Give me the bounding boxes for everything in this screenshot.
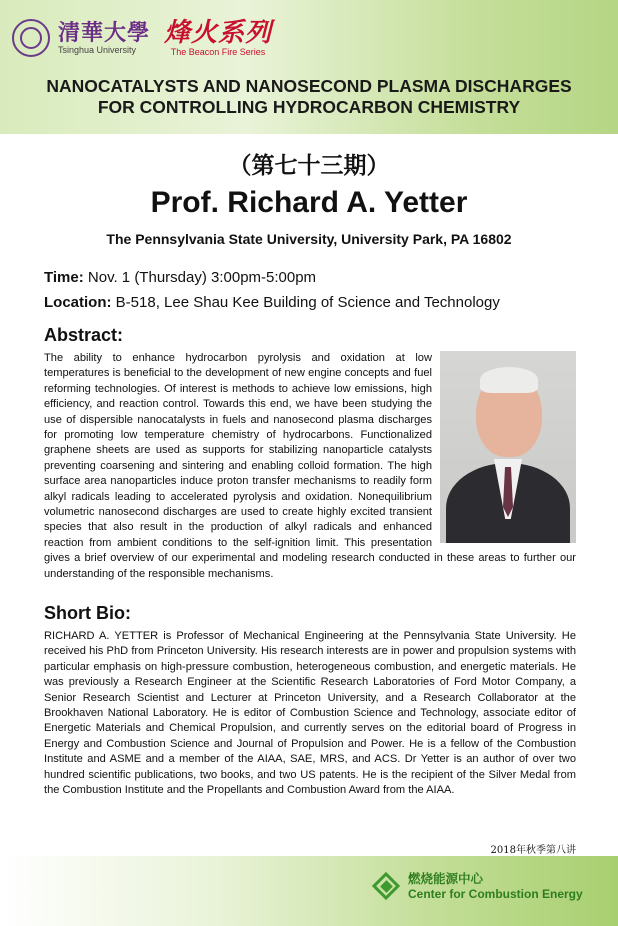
talk-title-line2: FOR CONTROLLING HYDROCARBON CHEMISTRY xyxy=(97,97,521,117)
speaker-name: Prof. Richard A. Yetter xyxy=(150,186,468,219)
speaker-affiliation: The Pennsylvania State University, University Park, PA 16802 xyxy=(106,231,512,247)
center-name-en: Center for Combustion Energy xyxy=(408,887,583,901)
location-label: Location: xyxy=(44,294,112,311)
header-band xyxy=(0,0,618,134)
time-line xyxy=(44,269,316,286)
time-label: Time: xyxy=(44,269,84,286)
abstract-heading: Abstract: xyxy=(44,325,124,345)
location-line xyxy=(44,294,500,311)
tsinghua-seal-icon xyxy=(12,19,50,57)
beacon-fire-logo xyxy=(164,19,272,58)
tsinghua-name-cn: 清華大學 xyxy=(58,19,151,46)
talk-title xyxy=(0,76,618,118)
beacon-series-cn: 烽火系列 xyxy=(164,17,273,48)
beacon-series-en: The Beacon Fire Series xyxy=(170,46,266,57)
talk-title-line1: NANOCATALYSTS AND NANOSECOND PLASMA DISCHARGES xyxy=(46,76,572,96)
center-logo xyxy=(372,871,583,902)
speaker-photo xyxy=(440,351,576,543)
lecture-date: 2018年秋季第八讲 xyxy=(490,845,576,856)
abstract-block xyxy=(44,351,576,582)
bio-heading: Short Bio: xyxy=(44,603,131,623)
issue-number: （第七十三期） xyxy=(228,152,390,179)
diamond-logo-icon xyxy=(372,872,402,902)
location-value: B-518, Lee Shau Kee Building of Science and Technology xyxy=(115,294,500,311)
center-name-cn: 燃烧能源中心 xyxy=(408,871,484,886)
tsinghua-logo xyxy=(58,21,150,56)
time-value: Nov. 1 (Thursday) 3:00pm-5:00pm xyxy=(87,269,317,286)
bio-text: RICHARD A. YETTER is Professor of Mechanical Engineering at the Pennsylvania State University. He received his PhD from Princeton University. His research interests are in power and propulsion systems with particular emphasis on high-pressure combustion, heterogeneous combustion, and energetic materials. He was previously a Research Engineer at the Scientific Research Laboratories of Ford Motor Company, a Senior Research Scientist and Lecturer at Princeton University, and a Research Collaborator at the Brookhaven National Laboratory. He is editor of Combustion Science and Technology, associate editor of Energetic Materials and Chemical Propulsion, and currently serves on the editorial board of Progress in Energy and Combustion Science and Journal of Propulsion and Power. He is a fellow of the Combustion Institute and ASME and a member of the AIAA, SAE, MRS, and ACS. Dr Yetter is an author of over two hundred scientific publications, two books, and two US patents. He is the recipient of the Silver Medal from the Combustion Institute and the Propellants and Combustion Award from the AIAA. xyxy=(44,630,576,797)
abstract-text: The ability to enhance hydrocarbon pyrolysis and oxidation at low temperatures is beneficial to the development of new engine concepts and fuel reforming technologies. Of interest is methods to achieve low emissions, high efficiency, and reaction control. Towards this end, we have been studying the use of dispersible nanocatalysts in fuels and nanosecond plasma discharges for promoting low temperature chemistry of hydrocarbons. Functionalized graphene sheets are used as supports for stabilizing nanoparticle catalysts preventing coarsening and sintering and enabling colloid formation. The high surface area nanoparticles induce proton transfer mechanisms to readily form alkyl radicals leading to accelerated pyrolysis and oxidation. Nonequilibrium volumetric nanosecond discharges are used to create highly excited transient species that also result in the production of alkyl radicals and enhanced reaction from ambient conditions to the self-ignition limit. This presentation gives a brief overview of our experimental and modeling research conducted in these areas to further our understanding of the responsible mechanisms. xyxy=(44,352,576,580)
logo-row xyxy=(12,16,272,60)
tsinghua-name-en: Tsinghua University xyxy=(58,44,137,55)
